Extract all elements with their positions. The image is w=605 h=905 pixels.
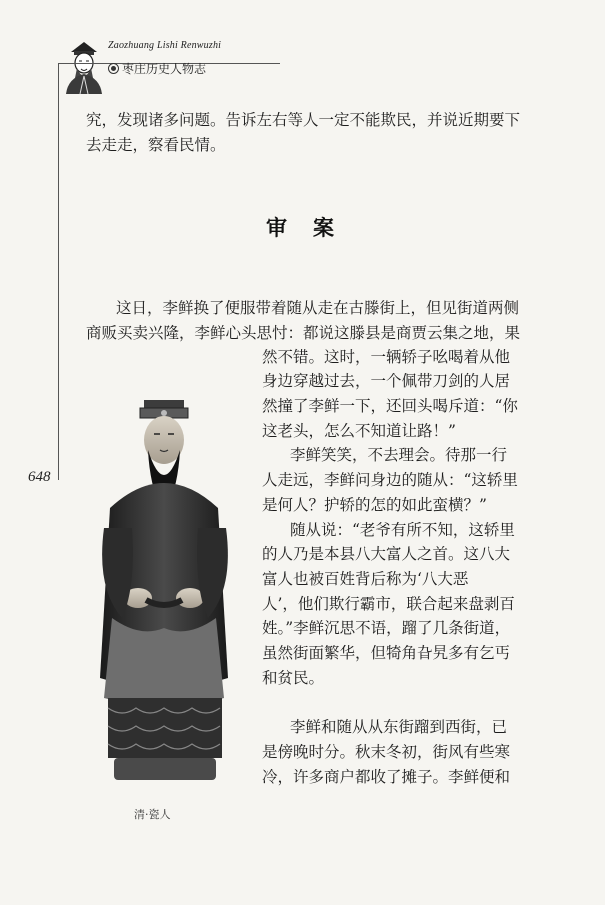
text-line: 是傍晚时分。秋末冬初，街风有些寒 [262, 743, 511, 761]
section-title: 审案 [266, 215, 360, 240]
figure-caption: 清·瓷人 [134, 808, 171, 821]
text-line: 然不错。这时，一辆轿子吆喝着从他 [262, 348, 511, 366]
text-line: 这日，李鲜换了便服带着随从走在古滕街上，但见街道两侧 [116, 299, 520, 317]
text-line: 这老头，怎么不知道让路！” [262, 422, 456, 440]
text-line: 和贫民。 [262, 669, 325, 687]
header-series-text: 枣庄历史人物志 [122, 62, 207, 76]
text-line: 商贩买卖兴隆，李鲜心头思忖：都说这滕县是商贾云集之地，果 [86, 324, 521, 342]
text-line: 人走远，李鲜问身边的随从：“这轿里 [262, 471, 518, 489]
text-line: 李鲜笑笑，不去理会。待那一行 [290, 446, 508, 464]
page-number: 648 [28, 469, 51, 485]
text-line: 冷，许多商户都收了摊子。李鲜便和 [262, 768, 511, 786]
text-line: 姓。”李鲜沉思不语，蹓了几条街道， [262, 619, 511, 637]
text-line: 虽然街面繁华，但犄角旮旯多有乞丐 [262, 644, 511, 662]
text-line: 随从说：“老爷有所不知，这轿里 [290, 521, 515, 539]
text-line: 的人乃是本县八大富人之首。这八大 [262, 545, 511, 563]
header-pinyin-title: Zaozhuang Lishi Renwuzhi [108, 40, 222, 51]
text-line: 去走走，察看民情。 [86, 136, 226, 154]
text-line: 富人也被百姓背后称为‘八大恶 [262, 570, 469, 588]
margin-rule [58, 92, 59, 480]
text-line: 人’，他们欺行霸市，联合起来盘剥百 [262, 595, 515, 613]
text-line: 然撞了李鲜一下，还回头喝斥道：“你 [262, 397, 518, 415]
ring-bullet-icon [108, 63, 119, 74]
text-line: 李鲜和随从从东街蹓到西街，已 [290, 718, 508, 736]
text-line: 是何人？护轿的怎的如此蛮横？” [262, 496, 487, 514]
porcelain-figure-image [90, 398, 240, 786]
text-line: 究，发现诸多问题。告诉左右等人一定不能欺民，并说近期要下 [86, 111, 521, 129]
portrait-logo-icon [62, 36, 106, 94]
header-series-title [108, 60, 206, 77]
header-rule-vertical [58, 63, 59, 93]
text-line: 身边穿越过去，一个佩带刀剑的人居 [262, 372, 511, 390]
